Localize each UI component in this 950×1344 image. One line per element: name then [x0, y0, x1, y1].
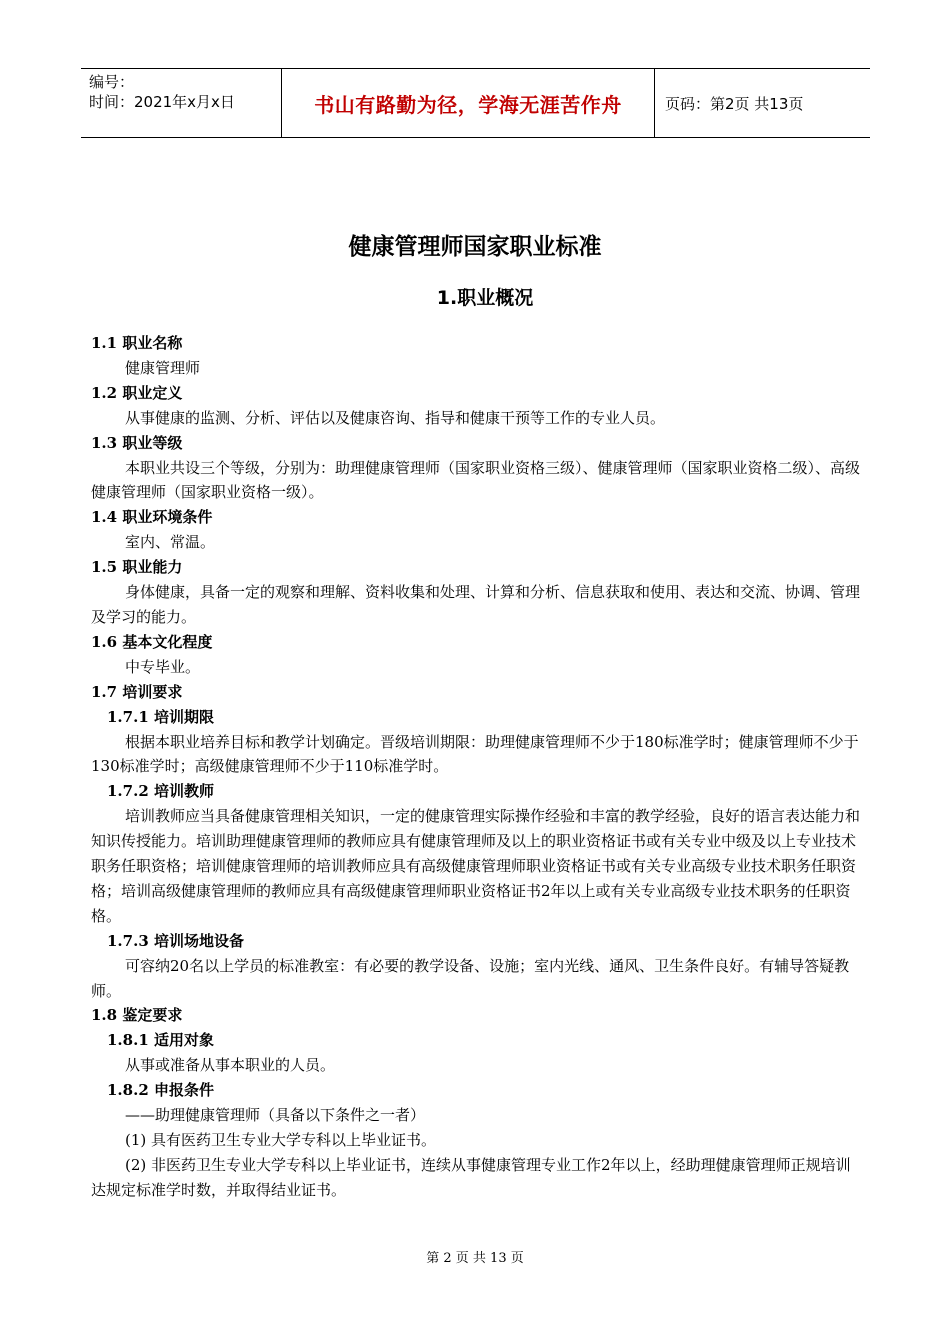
paragraph: 中专毕业。	[125, 657, 201, 676]
paragraph: 从事健康的监测、分析、评估以及健康咨询、指导和健康干预等工作的专业人员。	[125, 408, 666, 427]
header-meta	[81, 69, 281, 137]
paragraph: (2) 非医药卫生专业大学专科以上毕业证书，连续从事健康管理专业工作2年以上，经助理健康管理师正规培训达规定标准学时数，并取得结业证书。	[91, 1155, 851, 1199]
header-date: 时间：2021年x月x日	[89, 93, 235, 111]
paragraph: 健康管理师	[125, 358, 201, 377]
page-footer: 第 2 页 共 13 页	[426, 1251, 524, 1266]
section-heading: 1.6 基本文化程度	[91, 632, 213, 651]
section-heading: 1.8 鉴定要求	[91, 1006, 183, 1025]
paragraph: 室内、常温。	[125, 533, 216, 552]
paragraph: 可容纳20名以上学员的标准教室：有必要的教学设备、设施；室内光线、通风、卫生条件良好。有辅导答疑教师。	[91, 956, 850, 1000]
paragraph: 从事或准备从事本职业的人员。	[125, 1056, 336, 1075]
paragraph: 根据本职业培养目标和教学计划确定。晋级培训期限：助理健康管理师不少于180标准学时；健康管理师不少于130标准学时；高级健康管理师不少于110标准学时。	[91, 732, 859, 776]
document-title: 健康管理师国家职业标准	[348, 234, 602, 260]
paragraph: ——助理健康管理师（具备以下条件之一者）	[125, 1106, 426, 1125]
paragraph: 本职业共设三个等级，分别为：助理健康管理师（国家职业资格三级）、健康管理师（国家职业资格二级）、高级健康管理师（国家职业资格一级）。	[91, 458, 861, 502]
section-heading: 1.3 职业等级	[91, 433, 183, 452]
section-title: 1.职业概况	[436, 287, 534, 309]
section-heading: 1.2 职业定义	[91, 383, 183, 402]
paragraph: 身体健康，具备一定的观察和理解、资料收集和处理、计算和分析、信息获取和使用、表达和交流、协调、管理及学习的能力。	[91, 583, 861, 626]
subsection-heading: 1.8.2 申报条件	[107, 1081, 214, 1100]
section-heading: 1.5 职业能力	[91, 558, 183, 577]
section-heading: 1.1 职业名称	[91, 334, 183, 352]
paragraph: (1) 具有医药卫生专业大学专科以上毕业证书。	[125, 1131, 437, 1149]
document-body	[91, 331, 861, 1203]
subsection-heading: 1.7.2 培训教师	[107, 782, 214, 801]
section-heading: 1.4 职业环境条件	[91, 508, 213, 527]
serial-number: 编号：	[89, 73, 135, 91]
header-page-info: 页码：第2页 共13页	[665, 94, 804, 113]
header-motto: 书山有路勤为径，学海无涯苦作舟	[281, 69, 655, 137]
subsection-heading: 1.7.3 培训场地设备	[107, 931, 244, 950]
paragraph: 培训教师应当具备健康管理相关知识，一定的健康管理实际操作经验和丰富的教学经验，良好的语言表达能力和知识传授能力。培训助理健康管理师的教师应具有健康管理师及以上的职业资格证书或有关专业中级及以上专业技术职务任职资格；培训健康管理师的培训教师应具有高级健康管理师职业资格证书或有关专业高级专业技术职务任职资格；培训高级健康管理师的教师应具有高级健康管理师职业资格证书2年以上或有关专业高级专业技术职务的任职资格。	[91, 807, 861, 925]
section-heading: 1.7 培训要求	[91, 682, 183, 701]
subsection-heading: 1.8.1 适用对象	[107, 1031, 214, 1050]
document-header	[81, 68, 870, 138]
subsection-heading: 1.7.1 培训期限	[107, 707, 214, 726]
